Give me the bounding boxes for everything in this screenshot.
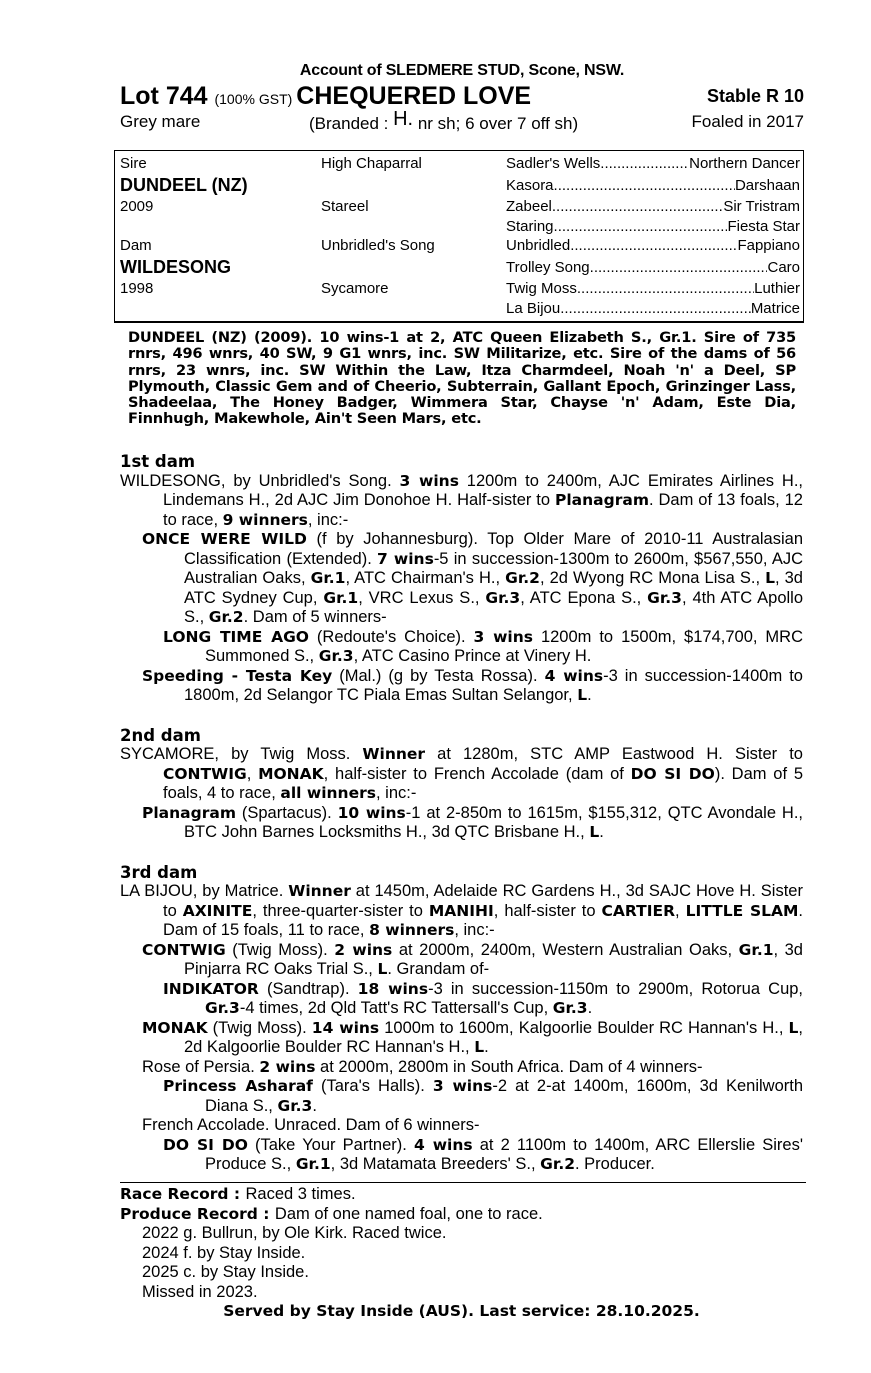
grandparent-row: Staring ..... Fiesta Star	[506, 218, 800, 235]
vendor-account: Account of SLEDMERE STUD, Scone, NSW.	[299, 62, 625, 79]
sire-dam: Stareel	[321, 198, 369, 215]
grandparent-row: Kasora ..... Darshaan	[506, 177, 800, 194]
first-dam-entry: WILDESONG, by Unbridled's Song. 3 wins 1200m to 2400m, AJC Emirates Airlines H., Lindemans H., 2d AJC Jim Donohoe H. Half-sister to Planagram. Dam of 13 foals, 12 to race, 9 winners, inc:-	[120, 471, 803, 529]
dam-year: 1998	[120, 280, 154, 297]
pedigree-notes	[120, 452, 803, 1175]
records-section	[120, 1185, 803, 1322]
progeny-entry: Speeding - Testa Key (Mal.) (g by Testa Rossa). 4 wins-3 in succession-1400m to 1800m, 2d Selangor TC Piala Emas Sultan Selangor, L.	[142, 666, 803, 704]
sire-label: Sire	[120, 155, 147, 172]
progeny-entry: MONAK (Twig Moss). 14 wins 1000m to 1600m, Kalgoorlie Boulder RC Hannan's H., L, 2d Kalgoorlie Boulder RC Hannan's H., L.	[142, 1018, 803, 1056]
progeny-entry: ONCE WERE WILD (f by Johannesburg). Top Older Mare of 2010-11 Australasian Classification (Extended). 7 wins-5 in succession-1300m to 2600m, $567,550, AJC Australian Oaks, Gr.1, ATC Chairman's H., Gr.2, 2d Wyong RC Mona Lisa S., L, 3d ATC Sydney Cup, Gr.1, VRC Lexus S., Gr.3, ATC Epona S., Gr.3, 4th ATC Apollo S., Gr.2. Dam of 5 winners-	[142, 530, 804, 626]
produce-item: 2024 f. by Stay Inside.	[142, 1243, 306, 1262]
grandparent-row: Sadler's Wells ..... Northern Dancer	[506, 155, 800, 172]
grand-progeny-entry: Princess Asharaf (Tara's Halls). 3 wins-2 at 2-at 1400m, 1600m, 3d Kenilworth Diana S., Gr.3.	[163, 1077, 804, 1115]
sire-year: 2009	[120, 198, 154, 215]
grandparent-row: Unbridled ..... Fappiano	[506, 237, 800, 254]
sire-summary: DUNDEEL (NZ) (2009). 10 wins-1 at 2, ATC Queen Elizabeth S., Gr.1. Sire of 735 rnrs, 496 wnrs, 40 SW, 9 G1 wnrs, inc. SW Militarize, etc. Sire of the dams of 56 rnrs, 23 wnrs, inc. SW Within the Law, Itza Charmdeel, Noah 'n' a Deel, SP Plymouth, Classic Gem and of Cheerio, Subterrain, Gallant Epoch, Grinzinger Lass, Shadeelaa, The Honey Badger, Wimmera Star, Chayse 'n' Adam, Este Dia, Finnhugh, Makewhole, Ain't Seen Mars, etc.	[128, 329, 796, 428]
progeny-entry: Planagram (Spartacus). 10 wins-1 at 2-850m to 1615m, $155,312, QTC Avondale H., BTC John Barnes Locksmiths H., 3d QTC Brisbane H., L.	[142, 803, 803, 841]
dam-dam: Sycamore	[321, 280, 389, 297]
third-dam-entry: LA BIJOU, by Matrice. Winner at 1450m, Adelaide RC Gardens H., 3d SAJC Hove H. Sister to AXINITE, three-quarter-sister to MANIHI, half-sister to CARTIER, LITTLE SLAM. Dam of 15 foals, 11 to race, 8 winners, inc:-	[120, 882, 803, 939]
grand-progeny-entry: DO SI DO (Take Your Partner). 4 wins at 2 1100m to 1400m, ARC Ellerslie Sires' Produce S., Gr.1, 3d Matamata Breeders' S., Gr.2. Producer.	[163, 1135, 803, 1173]
grandparent-row: Twig Moss ..... Luthier	[506, 280, 800, 297]
dam-sire: Unbridled's Song	[321, 237, 435, 254]
horse-name: CHEQUERED LOVE	[296, 82, 532, 110]
progeny-entry: French Accolade. Unraced. Dam of 6 winners-	[142, 1116, 480, 1134]
sire-sire: High Chaparral	[321, 155, 422, 172]
grandparent-row: Trolley Song ..... Caro	[506, 259, 800, 276]
second-dam-entry: SYCAMORE, by Twig Moss. Winner at 1280m, STC AMP Eastwood H. Sister to CONTWIG, MONAK, half-sister to French Accolade (dam of DO SI DO). Dam of 5 foals, 4 to race, all winners, inc:-	[120, 745, 804, 802]
progeny-entry: Rose of Persia. 2 wins at 2000m, 2800m in South Africa. Dam of 4 winners-	[142, 1057, 703, 1076]
brand-suffix: nr sh; 6 over 7 off sh)	[413, 114, 579, 133]
service-note: Served by Stay Inside (AUS). Last service: 28.10.2025.	[223, 1302, 700, 1320]
produce-record: Produce Record : Dam of one named foal, one to race.	[120, 1204, 543, 1223]
dam-label: Dam	[120, 237, 152, 254]
produce-item: 2022 g. Bullrun, by Ole Kirk. Raced twice.	[142, 1224, 447, 1242]
section-divider	[120, 1182, 806, 1183]
third-dam-heading: 3rd dam	[120, 862, 198, 882]
progeny-entry: CONTWIG (Twig Moss). 2 wins at 2000m, 2400m, Western Australian Oaks, Gr.1, 3d Pinjarra RC Oaks Trial S., L. Grandam of-	[142, 940, 803, 978]
grandparent-row: Zabeel ..... Sir Tristram	[506, 198, 800, 215]
produce-item: Missed in 2023.	[142, 1282, 258, 1301]
produce-item: 2025 c. by Stay Inside.	[142, 1263, 309, 1281]
grand-progeny-entry: INDIKATOR (Sandtrap). 18 wins-3 in succession-1150m to 2900m, Rotorua Cup, Gr.3-4 times, 2d Qld Tatt's RC Tattersall's Cup, Gr.3.	[163, 979, 804, 1017]
horse-description: Grey mare	[120, 112, 201, 131]
brand-mark: H.	[393, 108, 414, 130]
gst-note: (100% GST)	[214, 91, 293, 107]
catalogue-header	[120, 62, 804, 134]
brand-prefix: (Branded :	[309, 114, 394, 133]
grand-progeny-entry: LONG TIME AGO (Redoute's Choice). 3 wins 1200m to 1500m, $174,700, MRC Summoned S., Gr.3, ATC Casino Prince at Vinery H.	[163, 627, 803, 665]
lot-number: Lot 744	[120, 82, 208, 110]
pedigree-table	[114, 150, 804, 323]
horse-description-line	[120, 108, 804, 134]
sire-name: DUNDEEL (NZ)	[120, 175, 248, 195]
lot-line	[120, 82, 804, 110]
stable-location: Stable R 10	[706, 86, 804, 106]
dam-name: WILDESONG	[120, 257, 231, 277]
lot-title	[120, 82, 531, 111]
grandparent-row: La Bijou ..... Matrice	[506, 300, 800, 317]
second-dam-heading: 2nd dam	[120, 725, 201, 745]
foaled-year: Foaled in 2017	[691, 112, 804, 131]
brand-info	[309, 108, 579, 135]
race-record: Race Record : Raced 3 times.	[120, 1185, 356, 1203]
first-dam-heading: 1st dam	[120, 452, 196, 471]
